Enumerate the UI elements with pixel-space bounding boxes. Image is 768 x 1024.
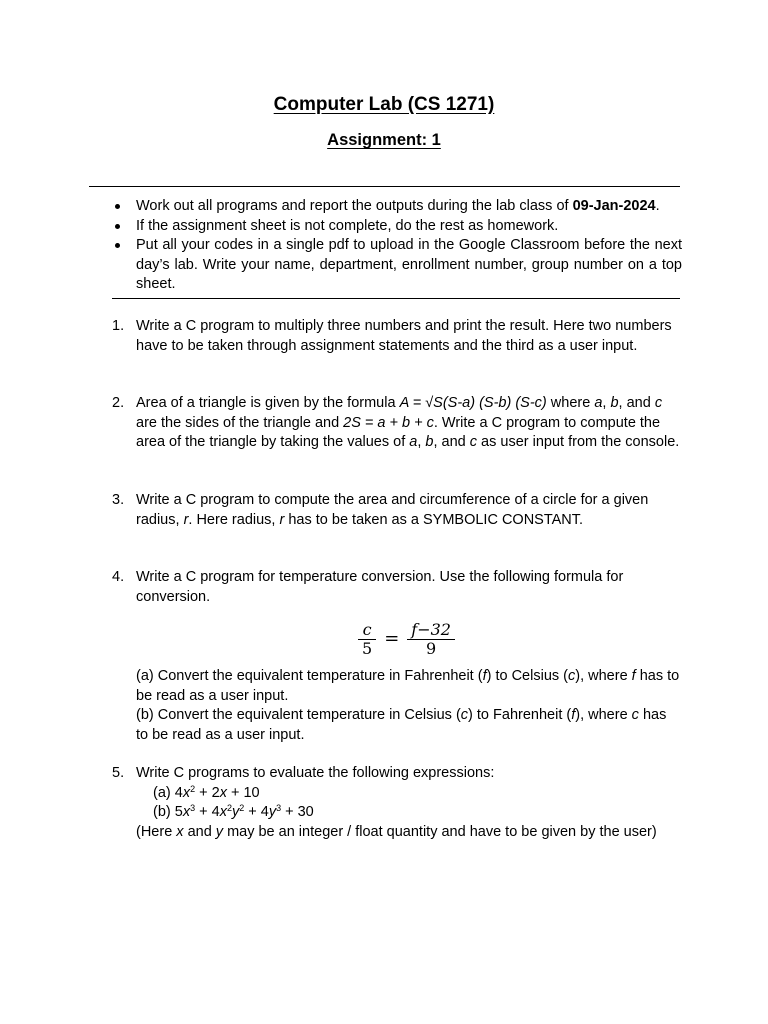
question-2	[112, 394, 682, 453]
question-1	[112, 317, 682, 356]
assignment-subtitle: Assignment: 1	[327, 131, 441, 149]
area-formula: A = √S(S-a) (S-b) (S-c)	[399, 395, 547, 411]
fraction-c-over-5: $\frac{c}{5}$	[360, 621, 374, 658]
top-divider	[89, 186, 680, 187]
expression-note: (Here x and y may be an integer / float quantity and have to be given by the user)	[136, 823, 657, 840]
expression-b: (b) $5x^3 + 4x^2y^2 + 4y^3 + 30$	[153, 803, 314, 820]
instruction-item: Put all your codes in a single pdf to upload in the Google Classroom before the next day’s lab. Write your name, department, enrollment number, group number on a top sheet.	[112, 236, 682, 295]
semi-perimeter-relation: 2S = a + b + c	[343, 414, 434, 431]
temperature-formula	[360, 618, 453, 660]
instruction-item: Work out all programs and report the outputs during the lab class of 09-Jan-2024.	[112, 197, 682, 217]
equals-sign: =	[384, 628, 400, 650]
page-title: Computer Lab (CS 1271)	[273, 94, 495, 115]
question-3	[112, 491, 682, 530]
question-number: 5.	[112, 765, 125, 781]
question-4a: (a) Convert the equivalent temperature in Fahrenheit (f) to Celsius (c), where f has to be read as a user input.	[136, 668, 680, 704]
instruction-item: If the assignment sheet is not complete, do the rest as homework.	[112, 217, 682, 237]
question-number: 1.	[112, 318, 125, 334]
question-5	[112, 764, 682, 842]
question-text: Write a C program to multiply three numbers and print the result. Here two numbers have to be taken through assignment statements and the third as a user input.	[136, 318, 672, 354]
question-text: Write a C program to compute the area and circumference of a circle for a given radius, r. Here radius, r has to be taken as a SYMBOLIC CONSTANT.	[136, 492, 649, 528]
instruction-list	[112, 197, 682, 295]
question-number: 3.	[112, 492, 125, 508]
question-4b: (b) Convert the equivalent temperature in Celsius (c) to Fahrenheit (f), where c has to be read as a user input.	[136, 707, 667, 743]
deadline-date: 09-Jan-2024	[572, 198, 656, 214]
question-4-parts	[112, 667, 682, 745]
question-text: Write a C program for temperature conversion. Use the following formula for conversion.	[136, 569, 624, 605]
question-number: 2.	[112, 395, 125, 411]
bottom-divider	[112, 298, 680, 299]
question-4	[112, 568, 682, 607]
question-number: 4.	[112, 569, 125, 585]
question-text: Write C programs to evaluate the following expressions:	[136, 765, 495, 781]
question-text: Area of a triangle is given by the formula A = √S(S-a) (S-b) (S-c) where a, b, and c are the sides of the triangle and 2S = a + b + c. Write a C program to compute the area of the triangle by taking the values of a, b, and c as user input from the console.	[136, 395, 680, 450]
fraction-f-minus-32-over-9: $\frac{f-32}{9}$	[409, 621, 453, 658]
expression-a: (a) $4x^2 + 2x + 10$	[153, 783, 260, 801]
